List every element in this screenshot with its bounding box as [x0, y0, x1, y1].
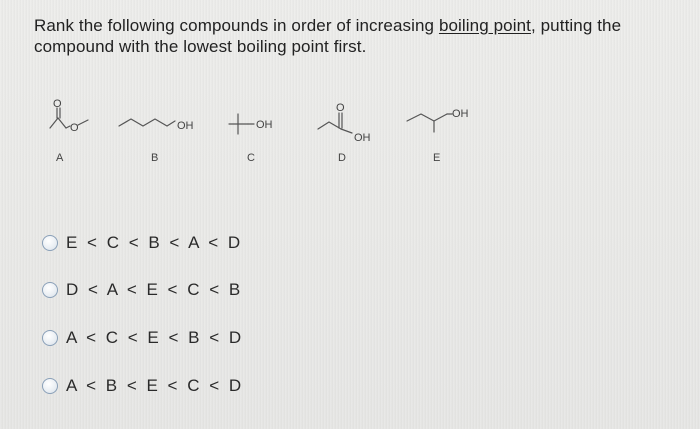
compound-b-label: B: [151, 152, 159, 164]
compound-b-structure: [119, 119, 194, 164]
question-underlined-term: boiling point: [438, 16, 531, 35]
answer-option-1-text: E < C < B < A < D: [66, 233, 243, 252]
compound-d-structure: [318, 102, 371, 164]
compound-d-carbonyl-oxygen: O: [336, 102, 345, 114]
radio-button-icon[interactable]: [42, 282, 58, 298]
compound-d-label: D: [338, 152, 346, 164]
compound-e-hydroxyl: OH: [452, 108, 469, 120]
compound-b-hydroxyl: OH: [177, 120, 194, 132]
compound-c-structure: [229, 114, 273, 164]
answer-option-3[interactable]: [42, 327, 244, 349]
answer-option-2-text: D < A < E < C < B: [66, 280, 243, 299]
answer-option-3-text: A < C < E < B < D: [66, 328, 244, 347]
compound-a-carbonyl-oxygen: O: [53, 98, 62, 110]
compound-c-label: C: [247, 152, 255, 164]
radio-button-icon[interactable]: [42, 330, 58, 346]
answer-option-4[interactable]: [42, 375, 244, 397]
compound-e-structure: [407, 108, 469, 164]
question-part2: , putting the compound with the lowest boiling point first.: [34, 16, 622, 56]
answer-option-4-text: A < B < E < C < D: [66, 376, 244, 395]
radio-button-icon[interactable]: [42, 378, 58, 394]
question-part1: Rank the following compounds in order of increasing: [34, 16, 439, 35]
answer-option-2[interactable]: [42, 279, 243, 301]
compound-d-hydroxyl: OH: [354, 132, 371, 144]
compound-a-ester-oxygen: O: [70, 122, 79, 134]
compound-e-label: E: [433, 152, 441, 164]
compound-a-structure: [50, 98, 88, 164]
compound-c-hydroxyl: OH: [256, 119, 273, 131]
answer-option-1[interactable]: [42, 232, 243, 254]
compound-a-label: A: [56, 152, 64, 164]
radio-button-icon[interactable]: [42, 235, 58, 251]
